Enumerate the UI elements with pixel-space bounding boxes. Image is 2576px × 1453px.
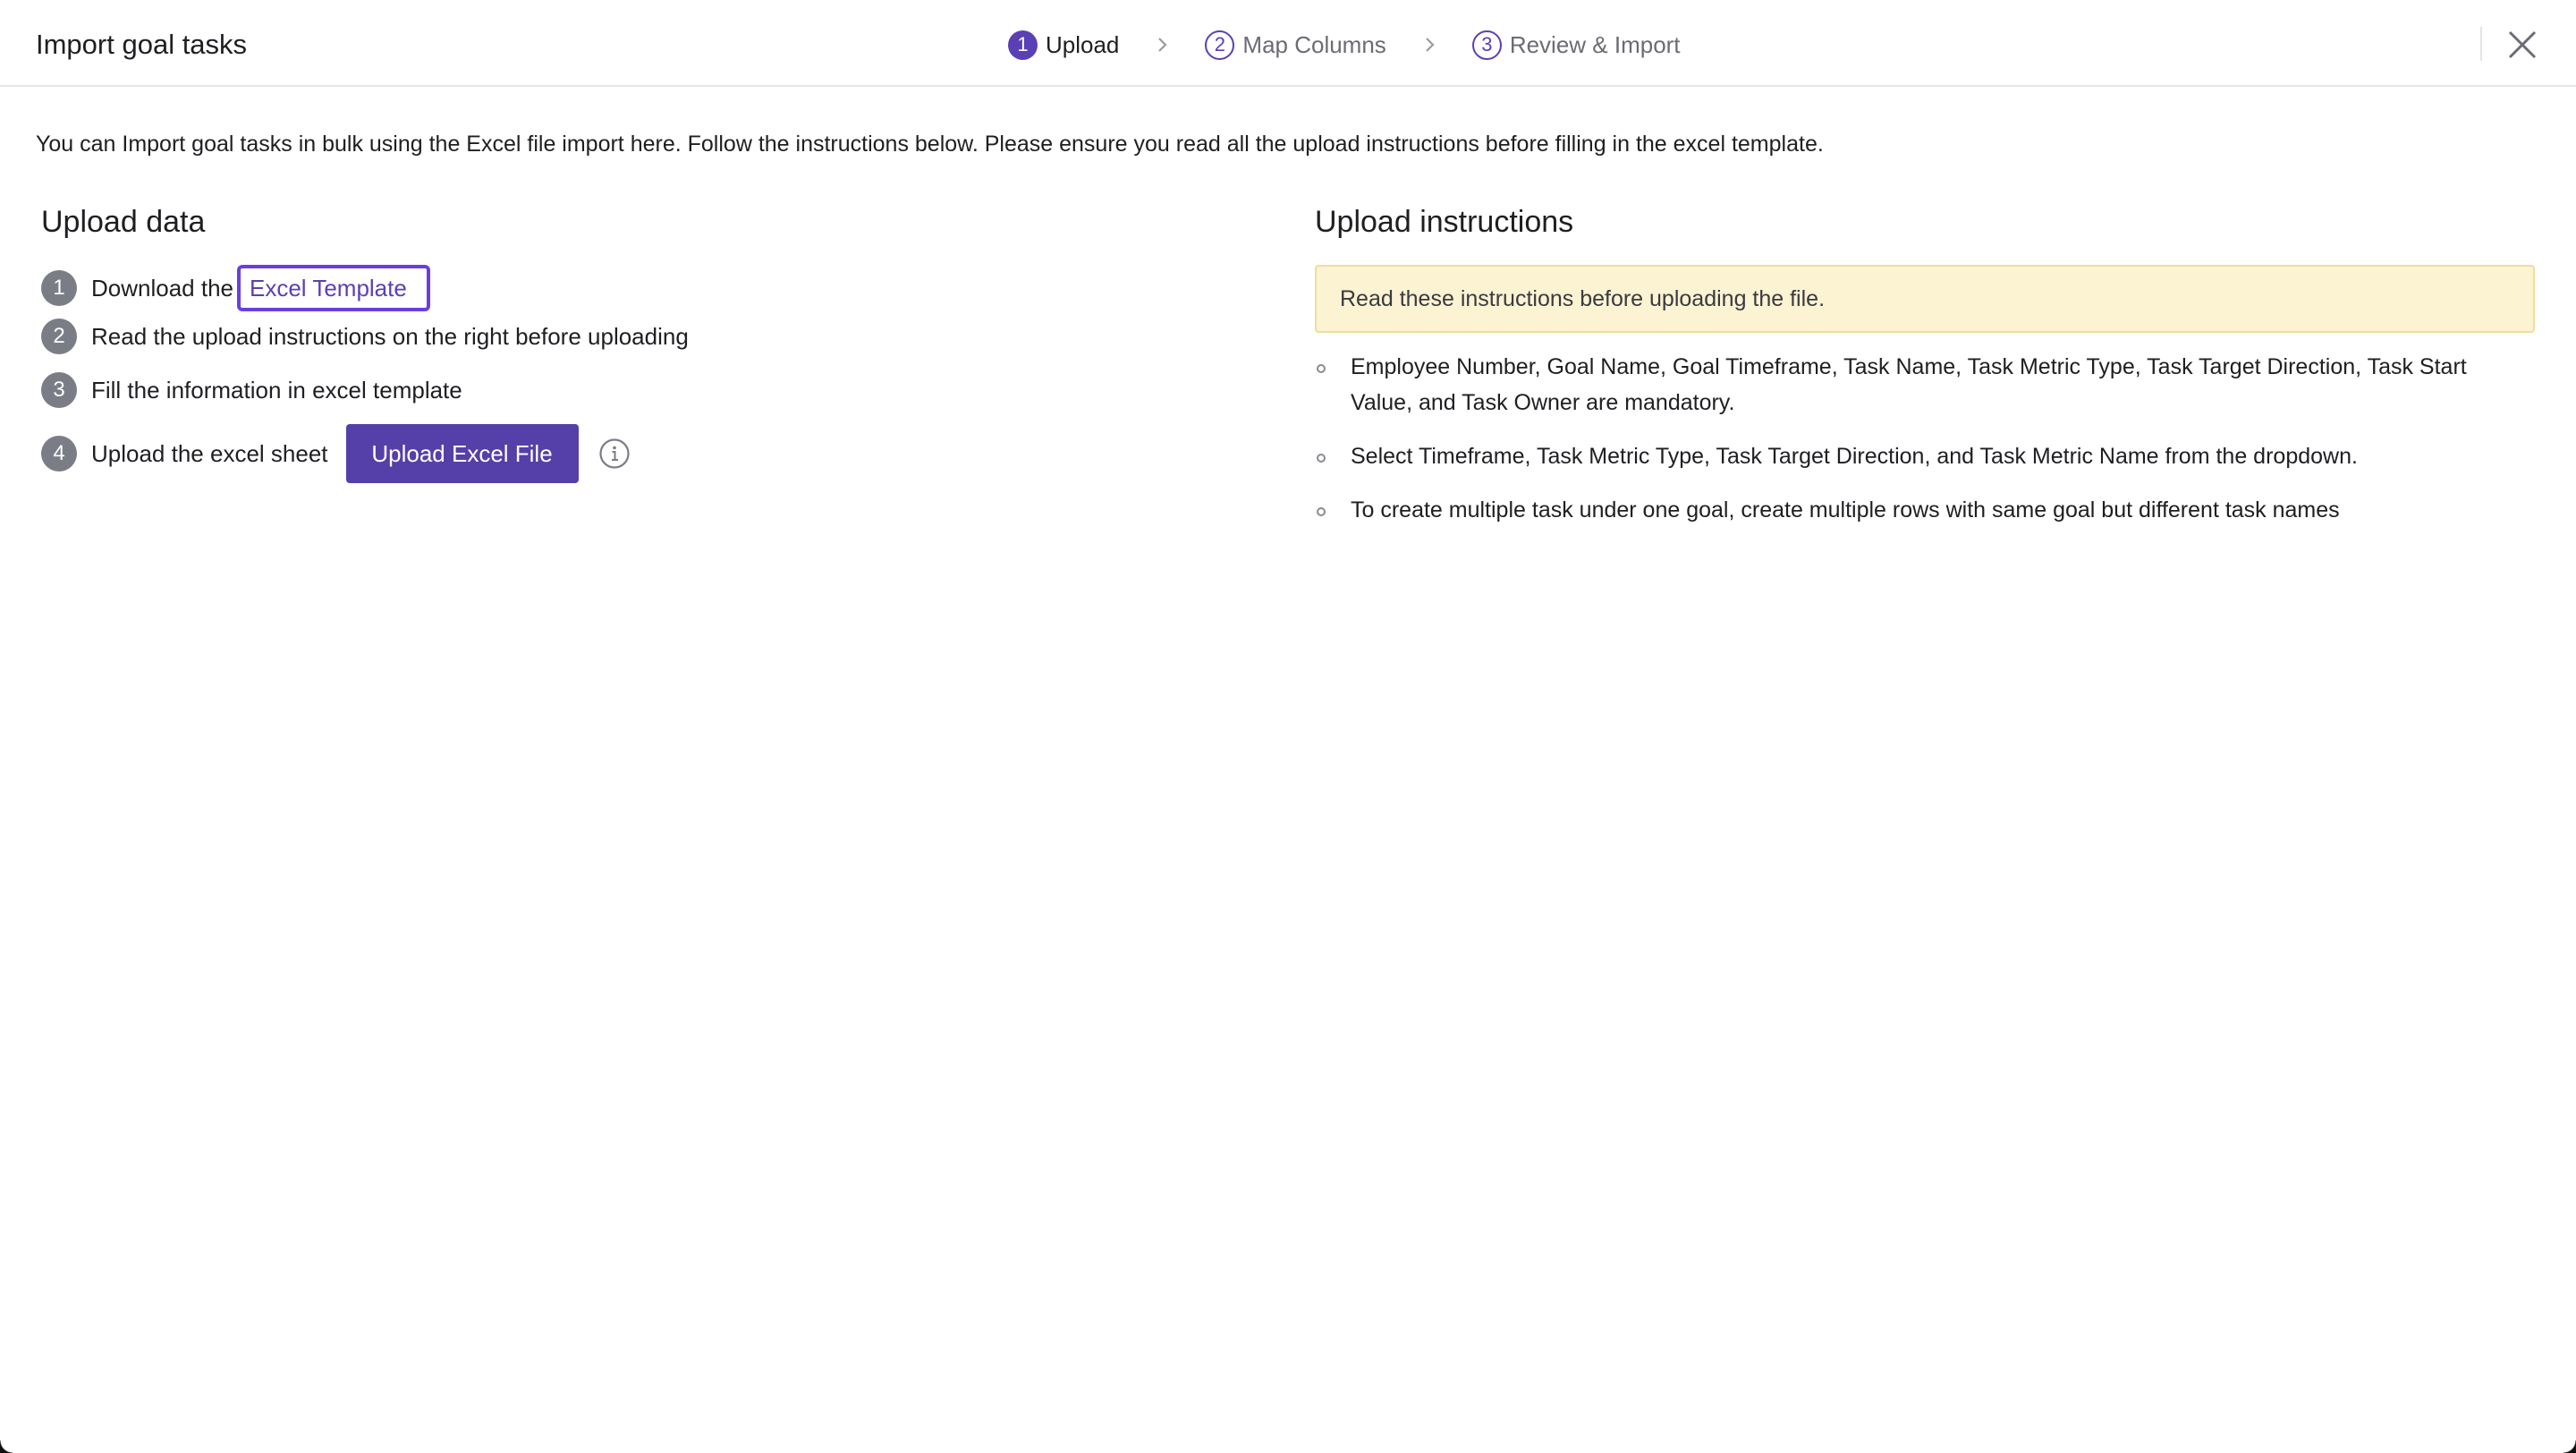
step-label: Review & Import <box>1509 30 1681 58</box>
list-item <box>1315 349 2513 421</box>
upload-excel-file-button[interactable]: Upload Excel File <box>346 424 579 483</box>
list-item-text: Download the <box>91 274 233 302</box>
instruction-text: Employee Number, Goal Name, Goal Timeframe, Task Name, Task Metric Type, Task Target Direction, Task Start Value, and Task Owner are mandatory. <box>1351 354 2467 415</box>
modal-title: Import goal tasks <box>36 29 248 60</box>
close-icon <box>2504 27 2540 63</box>
excel-template-link[interactable]: Excel Template <box>237 265 430 311</box>
bullet-icon <box>1317 507 1326 516</box>
close-button[interactable] <box>2504 27 2540 63</box>
step-number: 3 <box>1472 30 1502 60</box>
instruction-text: To create multiple task under one goal, create multiple rows with same goal but different task names <box>1351 497 2340 523</box>
list-item <box>41 265 430 311</box>
chevron-right-icon <box>1424 36 1436 54</box>
list-item-text: Read the upload instructions on the right before uploading <box>91 322 689 350</box>
instruction-text: Select Timeframe, Task Metric Type, Task Target Direction, and Task Metric Name from the dropdown. <box>1351 444 2358 469</box>
step-map-columns[interactable] <box>1205 30 1385 60</box>
chevron-right-icon <box>1157 36 1169 54</box>
list-item <box>1315 492 2513 528</box>
upload-instructions-title: Upload instructions <box>1315 205 1574 239</box>
step-number-badge: 1 <box>41 270 77 306</box>
step-label: Map Columns <box>1242 30 1386 58</box>
step-number-badge: 2 <box>41 319 77 354</box>
step-review-import[interactable] <box>1472 30 1681 60</box>
step-number: 1 <box>1008 30 1038 60</box>
list-item <box>41 372 462 408</box>
list-item <box>41 319 689 354</box>
intro-text: You can Import goal tasks in bulk using the Excel file import here. Follow the instructions below. Please ensure you read all the upload instructions before filling in the excel template. <box>36 132 1824 157</box>
step-number: 2 <box>1205 30 1234 60</box>
step-number-badge: 4 <box>41 436 77 472</box>
instructions-notice: Read these instructions before uploading the file. <box>1315 265 2535 333</box>
upload-data-title: Upload data <box>41 205 206 239</box>
list-item-text: Upload the excel sheet <box>91 439 328 467</box>
step-upload[interactable] <box>1008 30 1119 60</box>
info-icon[interactable] <box>598 438 631 470</box>
list-item <box>41 424 631 483</box>
list-item <box>1315 438 2513 474</box>
list-item-text: Fill the information in excel template <box>91 376 462 404</box>
step-label: Upload <box>1046 30 1120 58</box>
modal-header <box>0 0 2576 87</box>
bullet-icon <box>1317 364 1326 373</box>
bullet-icon <box>1317 454 1326 463</box>
window-corner <box>2563 1440 2576 1453</box>
window-corner <box>0 1440 13 1453</box>
import-stepper <box>1008 25 1681 64</box>
step-number-badge: 3 <box>41 372 77 408</box>
header-divider <box>2480 27 2482 61</box>
